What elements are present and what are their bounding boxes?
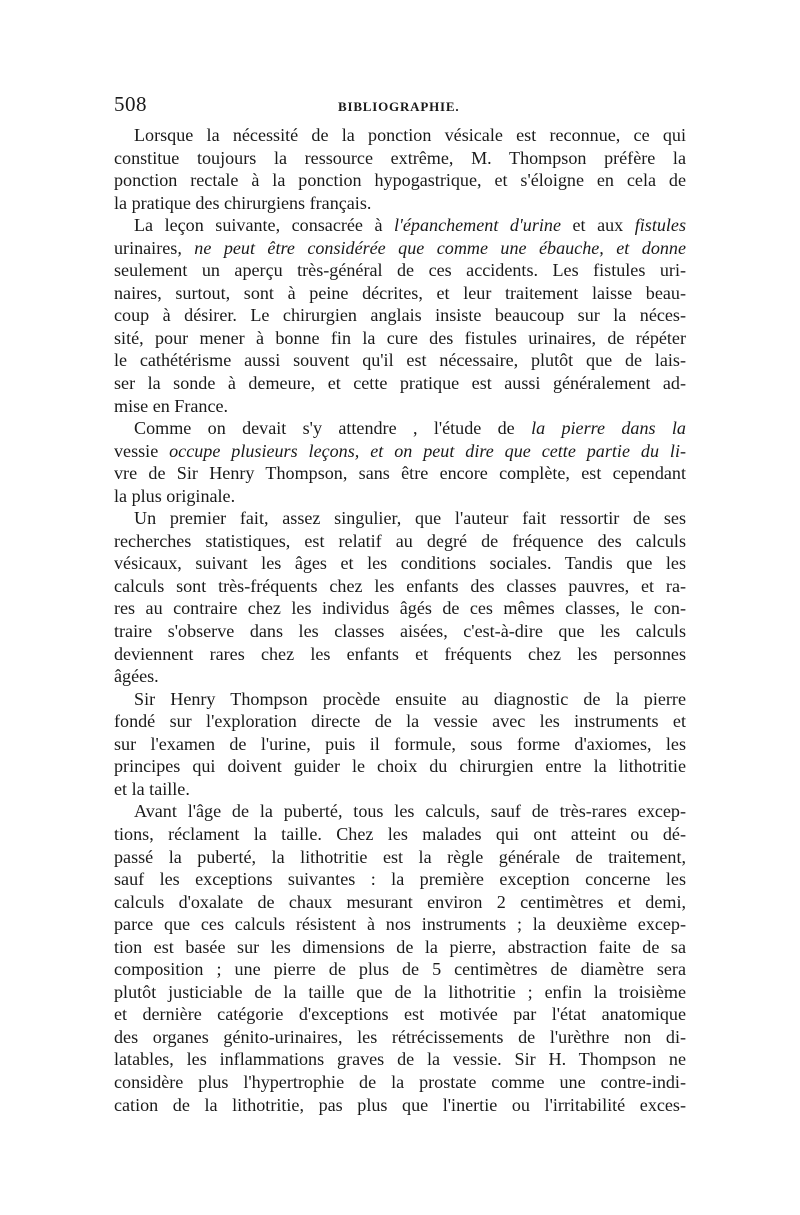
text-line: ponction rectale à la ponction hypogastrique, et s'éloigne en cela de xyxy=(114,170,686,191)
italic-term: occupe plusieurs leçons, et on peut dire que cette partie du li- xyxy=(158,440,686,461)
text-line: composition ; une pierre de plus de 5 centimètres de diamètre sera xyxy=(114,959,686,980)
text-line xyxy=(114,440,686,463)
text-line: Sir Henry Thompson procède ensuite au diagnostic de la pierre xyxy=(134,688,686,709)
text-line: le cathétérisme aussi souvent qu'il est nécessaire, plutôt que de lais- xyxy=(114,350,686,371)
text-line: tions, réclament la taille. Chez les malades qui ont atteint ou dé- xyxy=(114,823,686,844)
text-line: vre de Sir Henry Thompson, sans être encore complète, est cependant xyxy=(114,463,686,484)
text-segment: et aux xyxy=(560,215,635,236)
text-segment: Comme on devait s'y attendre , l'étude de xyxy=(134,418,532,439)
paragraph xyxy=(114,124,686,214)
text-line: calculs sont très-fréquents chez les enfants des classes pauvres, et ra- xyxy=(114,575,686,596)
text-line xyxy=(114,417,686,440)
text-line: vésicaux, suivant les âges et les conditions sociales. Tandis que les xyxy=(114,553,686,574)
text-line: plutôt justiciable de la taille que de la lithotritie ; enfin la troisième xyxy=(114,981,686,1002)
text-line: la pratique des chirurgiens français. xyxy=(114,192,372,213)
text-segment: urinaires xyxy=(114,237,178,258)
paragraph xyxy=(114,214,686,417)
text-line: deviennent rares chez les enfants et fréquents chez les personnes xyxy=(114,643,686,664)
text-line: res au contraire chez les individus âgés de ces mêmes classes, le con- xyxy=(114,598,686,619)
italic-term: fistules xyxy=(634,215,686,236)
running-title: BIBLIOGRAPHIE. xyxy=(338,99,460,114)
text-line: et dernière catégorie d'exceptions est motivée par l'état anatomique xyxy=(114,1004,686,1025)
text-line: Un premier fait, assez singulier, que l'auteur fait ressortir de ses xyxy=(134,508,686,529)
text-line: principes qui doivent guider le choix du chirurgien entre la lithotritie xyxy=(114,756,686,777)
text-line: tion est basée sur les dimensions de la pierre, abstraction faite de sa xyxy=(114,936,686,957)
paragraph xyxy=(114,800,686,1116)
paragraph xyxy=(114,417,686,507)
text-line: Avant l'âge de la puberté, tous les calculs, sauf de très-rares excep- xyxy=(134,801,686,822)
text-line: naires, surtout, sont à peine décrites, et leur traitement laisse beau- xyxy=(114,282,686,303)
text-line xyxy=(114,214,686,237)
text-line: des organes génito-urinaires, les rétrécissements de l'urèthre non di- xyxy=(114,1026,686,1047)
text-line: coup à désirer. Le chirurgien anglais insiste beaucoup sur la néces- xyxy=(114,305,686,326)
page-number: 508 xyxy=(114,92,147,116)
text-line: considère plus l'hypertrophie de la prostate comme une contre-indi- xyxy=(114,1071,686,1092)
text-line: sauf les exceptions suivantes : la première exception concerne les xyxy=(114,869,686,890)
text-line: seulement un aperçu très-général de ces accidents. Les fistules uri- xyxy=(114,260,686,281)
italic-term: la pierre dans la xyxy=(531,418,686,439)
text-line: sité, pour mener à bonne fin la cure des fistules urinaires, de répéter xyxy=(114,327,686,348)
body-text xyxy=(114,124,686,1116)
text-line: la plus originale. xyxy=(114,485,236,506)
text-line: calculs d'oxalate de chaux mesurant environ 2 centimètres et demi, xyxy=(114,891,686,912)
text-line xyxy=(114,237,686,260)
paragraph xyxy=(114,688,686,801)
text-line: Lorsque la nécessité de la ponction vésicale est reconnue, ce qui xyxy=(134,125,686,145)
italic-term: l'épanchement d'urine xyxy=(394,215,561,236)
text-line: sur l'examen de l'urine, puis il formule, sous forme d'axiomes, les xyxy=(114,733,686,754)
text-line: traire s'observe dans les classes aisées, c'est-à-dire que les calculs xyxy=(114,621,686,642)
text-line: passé la puberté, la lithotritie est la règle générale de traitement, xyxy=(114,846,686,867)
text-line: constitue toujours la ressource extrême, M. Thompson préfère la xyxy=(114,147,686,168)
text-line: latables, les inflammations graves de la vessie. Sir H. Thompson ne xyxy=(114,1049,686,1070)
text-line: âgées. xyxy=(114,666,159,687)
text-line: fondé sur l'exploration directe de la vessie avec les instruments et xyxy=(114,711,686,732)
text-line: ser la sonde à demeure, et cette pratique est aussi généralement ad- xyxy=(114,373,686,394)
text-line: recherches statistiques, est relatif au degré de fréquence des calculs xyxy=(114,530,686,551)
page-header xyxy=(114,92,686,122)
book-page xyxy=(114,92,686,1116)
text-line: mise en France. xyxy=(114,395,229,416)
text-segment: La leçon suivante, consacrée à xyxy=(134,215,394,236)
text-segment: vessie xyxy=(114,440,159,461)
text-line: cation de la lithotritie, pas plus que l'inertie ou l'irritabilité exces- xyxy=(114,1094,686,1115)
text-line: parce que ces calculs résistent à nos instruments ; la deuxième excep- xyxy=(114,914,686,935)
paragraph xyxy=(114,507,686,687)
text-line: et la taille. xyxy=(114,778,190,799)
italic-term: , ne peut être considérée que comme une ébauche, et donne xyxy=(177,237,686,258)
